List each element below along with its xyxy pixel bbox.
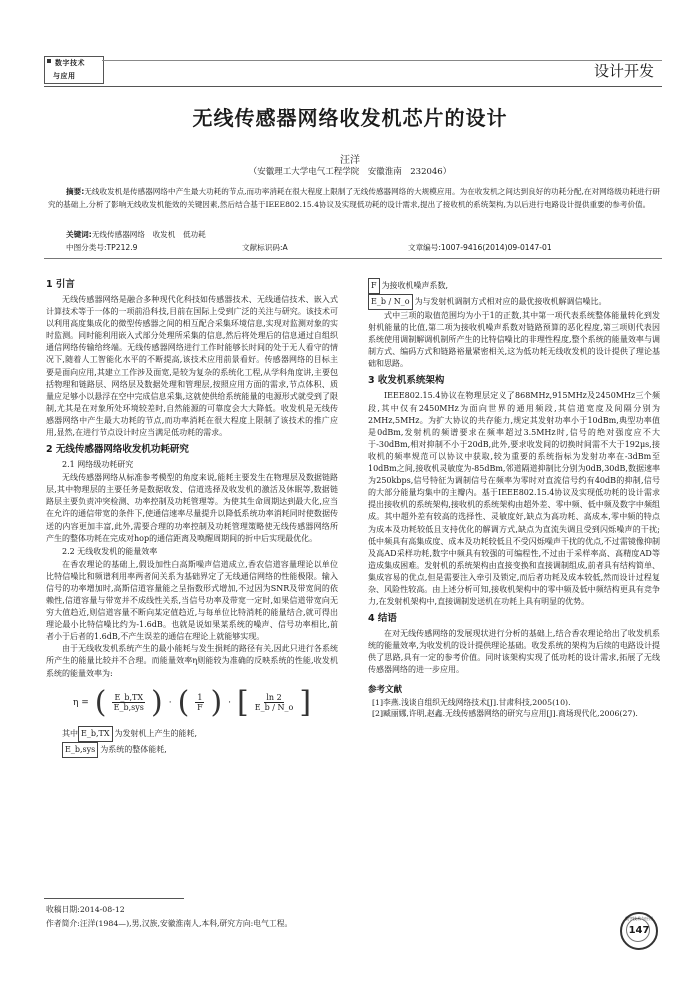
section-2-1-paragraph: 无线传感器网络从标准参考模型的角度来说,能耗主要发生在物理层及数据链路层,其中物理层的主要任务是数据收发、信道选择及收发机的激活及休眠等,数据链路层主要负责冲突检测、功率控制及功耗管理等。为使其生命周期达到最大化,应当在允许的通信带宽的条件下,使通信速率尽量提升以降低系统功率消耗同时使数据传送的内容更加丰富,此外,需要合理的功率控制及功耗管理策略使无线传感器网络所产生的整体功耗在完成对hop的通信距离及唤醒周期间的折中后实现最优化。	[46, 473, 338, 543]
page-title: 无线传感器网络收发机芯片的设计	[192, 106, 508, 130]
journal-name-line1: 数字技术	[55, 59, 85, 67]
section-tag: 设计开发	[593, 62, 654, 80]
badge-dot-icon	[47, 59, 51, 63]
definition-eb-tx: 其中 E_b,TX 为发射机上产生的能耗,	[46, 726, 338, 742]
formula-f3-denominator: E_b / N_o	[254, 703, 294, 713]
left-column	[46, 278, 338, 758]
definition-eb-no-text: 为与发射机调制方式相对应的最优接收机解调信噪比。	[414, 297, 607, 306]
symbol-eb-sys: E_b,sys	[62, 742, 98, 758]
references-heading: 参考文献	[368, 684, 403, 695]
section-2-2-paragraph-1: 在香农理论的基础上,假设加性白高斯噪声信道成立,香农信道容量理论以单位比特信噪比和频谱利用率两者间关系为基础界定了无线通信网络的性能极限。输入信号的功率增加时,高斯信道容量能之呈指数形式增加,不过因为SNR及带宽间的依赖性,信道容量与带宽并不成线性关系,当信号功率及带宽一定时,如果信道带宽向无穷大值趋近,则信道容量不断向某定值趋近,与每单位比特消耗的能量结合,就可得出理论最小比特信噪比约为-1.6dB。也就是说如果某系统的噪声、信号功率相比,前者小于后者的1.6dB,不产生误差的通信在理论上就能够实现。	[46, 559, 338, 642]
abstract	[48, 186, 660, 211]
keywords-label: 关键词:	[66, 230, 92, 239]
section-3-heading: 3 收发机系统架构	[368, 375, 445, 387]
abstract-label: 摘要:	[66, 187, 85, 196]
formula-eta: η =	[72, 697, 89, 708]
formula-fraction-1	[112, 693, 145, 712]
subsection-2-2-heading: 2.2 无线收发机的能量效率	[62, 546, 158, 556]
page-number-seal	[620, 912, 658, 950]
right-column	[368, 278, 660, 720]
symbol-f: F	[368, 278, 380, 294]
author-bio: 作者简介:汪洋(1984—),男,汉族,安徽淮南人,本科,研究方向:电气工程。	[46, 919, 293, 928]
affiliation: （安徽理工大学电气工程学院 安徽淮南 232046）	[248, 167, 452, 177]
formula-f2-denominator: F	[197, 703, 203, 713]
footnote-rule	[44, 898, 184, 899]
author: 汪洋	[340, 155, 360, 166]
formula-fraction-3	[255, 693, 294, 712]
section-1-paragraph: 无线传感器网络是融合多种现代化科技如传感器技术、无线通信技术、嵌入式计算技术等于一体的一项前沿科技,目前在国际上受到广泛的关注与研究。该技术可以利用高度集成化的微型传感器之间的相互配合采集环境信息,实现对监测对象的实时监测。同时能利用嵌入式部分处理所采集的信息,然后将处理后的信息通过自组织通信网络传输给终端。无线传感器网络进行工作时能够长时间的处于无人看守的情况下,随着人工智能化水平的不断提高,该技术应用前景看好。传感器网络的目标主要是面向应用,其建立工作涉及面宽,是较为复杂的系统化工程,从学科角度讲,主要包括物理和链路层、网络层及数据处理和管理层,按照应用方面的需求,节点体积、质量应足够小以悬浮在空中完成信息采集,这就使供给系统能量的电源形式就受到了限制,尤其是在对象所处环境较差时,自然能源的可靠度会大大降低。收发机是无线传感器网络中产生最大功耗的节点,而功率消耗在很大程度上限制了该技术的推广应用,显然,在进行节点设计时应当满足低功耗的需求。	[46, 295, 338, 438]
definition-f	[368, 278, 660, 294]
section-3-paragraph: IEEE802.15.4协议在物理层定义了868MHz,915MHz及2450MHz三个频段,其中仅有2450MHz为面向世界的通用频段,其信道宽度及间隔分别为2MHz,5MHz。为扩大协议的共存能力,规定其发射功率小于10dBm,典型功率值是0dBm,发射机的频谱要求在频率超过3.5MHz时,信号的绝对强度应不大于-30dBm,相对抑制不小于20dB,此外,要求收发间的切换时间需不大于192μs,接收机的频率规范可以协议中获取,较为重要的系统指标为发射功率在-3dBm至10dBm之间,接收机灵敏度为-85dBm,邻道隔道抑制比分别为0dB,30dB,数据速率为250kbps,信号特征为调制信号在频率为零时对直流信号约有40dB的抑制,信号的大部分能量均集中的主瓣内。基于IEEE802.15.4协议及实现低功耗的设计需求提出接收机的系统架构,接收机的系统架构由超外差、零中频、低中频及数字中频组成。其中超外差有较高的选择性、灵敏度好,缺点为高功耗、高成本,零中频的特点为成本及功耗较低且支持优化的解调方式,缺点为直流失调且受到闪烁噪声的干扰;低中频具有高集成度、成本及功耗较低且不受闪烁噪声干扰的优点,不过需镜像抑制及高AD采样功耗,数字中频具有较强的可编程性,不过由于采样率高、高精度AD等造成集成困难。发射机的系统架构由直接变换和直接调制组成,前者具有结构简单、集成容易的优点,但是需要注入牵引及锁定,而后者功耗及成本较低,然而设计过程复杂、风险性较高。由上述分析可知,接收机架构中的零中频及低中频结构更具有竞争力,在发射机架构中,直接调制发送机在功耗上具有明显的优势。	[368, 391, 660, 607]
formula-f1-denominator: E_b,sys	[113, 703, 144, 713]
formula-fraction-2	[195, 693, 204, 712]
keywords	[66, 229, 206, 240]
clc-number: 中图分类号:TP212.9	[66, 243, 138, 252]
reference-item: [1]李燕.浅谈自组织无线网络技术[J].甘肃科技,2005(10).	[372, 697, 571, 707]
section-2-2-paragraph-2: 由于无线收发机系统产生的最小能耗与发生损耗的路径有关,因此只进行各系统所产生的能量比较并不合理。而能量效率η则能较为准确的反映系统的性能,收发机系统的能量效率为:	[46, 644, 338, 678]
formula-f2-numerator: 1	[197, 693, 203, 703]
section-4-paragraph: 在对无线传感网络的发展现状进行分析的基础上,结合香农理论给出了收发机系统的能量效率,为收发机的设计提供理论基础。收发系统的架构为后续的电路设计提供了思路,具有一定的参考价值。同时该架构实现了低功耗的设计需求,拓展了无线传感器网络的进一步应用。	[368, 629, 660, 675]
journal-badge	[44, 56, 104, 84]
definition-eb-sys-text: 为系统的整体能耗,	[100, 744, 167, 754]
article-number: 文章编号:1007-9416(2014)09-0147-01	[408, 243, 552, 252]
definition-eb-tx-text: 为发射机上产生的能耗,	[114, 728, 198, 738]
efficiency-formula: η = ( $\frac{E\_b,TX}{\text{E\_b,sys}}$ ) · ( $\frac{1}{F}$ ) · [ $\frac{\ln 2}{E\_b / N\_o}$ ]	[72, 684, 312, 720]
journal-name-line2: 与应用	[53, 72, 76, 80]
header-rule-top	[102, 60, 662, 61]
definition-eb-no	[368, 294, 660, 310]
symbol-eb-no: E_b / N_o	[368, 294, 413, 310]
reference-item: [2]臧丽娜,许明,赵鑫.无线传感器网络的研究与应用[J].商场现代化,2006(27).	[372, 709, 638, 719]
definition-f-text: 为接收机噪声系数,	[381, 281, 449, 290]
document-code: 文献标识码:A	[242, 243, 288, 252]
received-date: 收稿日期:2014-08-12	[46, 905, 125, 914]
subsection-2-1-heading: 2.1 网络级功耗研究	[62, 460, 134, 470]
section-1-heading: 1 引言	[46, 279, 75, 290]
abstract-text: 无线收发机是传感器网络中产生最大功耗的节点,而功率消耗在很大程度上限制了无线传感器网络的大规模应用。为在收发机之间达到良好的功耗分配,在对网络级功耗进行研究的基础上,分析了影响无线收发机能效的关键因素,然后结合基于IEEE802.15.4协议及实现低功耗的设计需求,提出了接收机的系统架构,为以后进行电路设计提供重要的参考价值。	[48, 187, 660, 209]
section-2-heading: 2 无线传感器网络收发机功耗研究	[46, 444, 189, 456]
formula-explanation-paragraph: 式中三项的取值范围均为小于1的正数,其中第一项代表系统整体能量转化到发射机能量的比值,第二项为接收机噪声系数对链路预算的恶化程度,第三项则代表因系统使用调制解调机制所产生的比特信噪比的非理性程度,整个系统的能量效率与调制方式、编码方式和链路裕量紧密相关,这为低功耗无线收发机的设计提供了理论基础和思路。	[368, 311, 660, 369]
header-rule-bottom	[44, 86, 662, 87]
abstract-rule	[44, 258, 662, 259]
formula-f3-numerator: ln 2	[266, 693, 282, 703]
definition-eb-sys	[46, 742, 338, 758]
section-4-heading: 4 结语	[368, 613, 397, 625]
formula-f1-numerator: E_b,TX	[114, 693, 144, 703]
page-number: 147	[628, 925, 650, 936]
keywords-text: 无线传感器网络 收发机 低功耗	[91, 230, 206, 239]
seal-text: 数字技术与应用	[625, 916, 653, 921]
symbol-eb-tx: E_b,TX	[78, 726, 113, 742]
